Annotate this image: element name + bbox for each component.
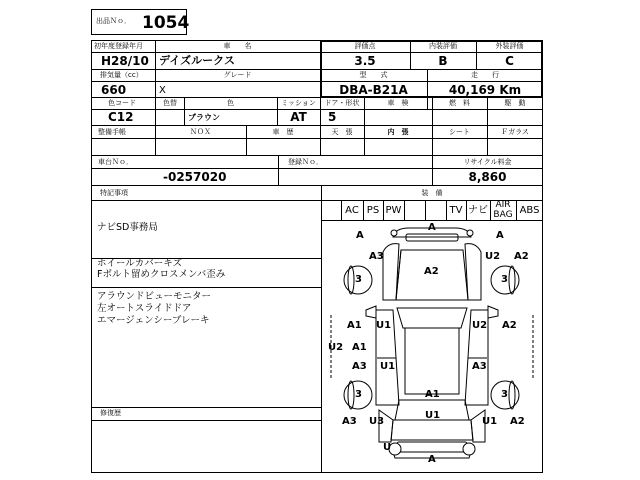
note-line: ホイールカバーキズ: [97, 258, 183, 269]
inspection-label: 車 検: [387, 99, 409, 107]
damage-hood: A2: [424, 266, 439, 277]
damage-wheel-fr: 3: [501, 274, 508, 285]
f-glass-label: Ｆガラス: [501, 128, 529, 136]
nox-label: ＮＯＸ: [190, 128, 211, 136]
interior-score-label: 内装評価: [429, 42, 457, 50]
damage-wheel-rl: 3: [355, 389, 362, 400]
first-reg-label: 初年度登録年月: [94, 42, 143, 50]
chassis-label: 車台Ｎｏ．: [98, 158, 133, 166]
recycle-value: 8,860: [468, 170, 507, 184]
repair-divider: [91, 420, 321, 421]
transmission-value: AT: [290, 110, 307, 124]
damage-front-left: A: [356, 230, 364, 241]
equip-tv: TV: [449, 205, 463, 216]
equip-abs: ABS: [519, 205, 540, 216]
color-code-value: C12: [108, 110, 134, 124]
rear-gate-outline: [391, 420, 473, 440]
equip-ps: PS: [366, 205, 380, 216]
col-divider: [278, 155, 279, 185]
note-line: Fボルト留めクロスメンバ歪み: [97, 269, 226, 280]
damage-rear-u: U: [383, 442, 392, 453]
mileage-label: 走 行: [471, 71, 499, 79]
damage-rl-u3: U3: [369, 416, 385, 427]
reg-no-label: 登録Ｎｏ．: [288, 158, 323, 166]
seat-label: シート: [449, 128, 470, 136]
mileage-value: 40,169 Km: [448, 83, 522, 97]
windshield-outline: [397, 308, 467, 328]
damage-wheel-fl: 3: [355, 274, 362, 285]
interior-score-value: B: [438, 54, 448, 68]
damage-rear-a: A: [428, 454, 436, 465]
doors-value: 5: [328, 110, 337, 124]
damage-left-a3: A3: [352, 361, 367, 372]
color-value: ブラウン: [188, 113, 220, 122]
model-type-value: DBA-B21A: [339, 83, 408, 97]
model-type-label: 型 式: [359, 71, 388, 79]
transmission-label: ミッション: [281, 99, 316, 107]
damage-fr-u2: U2: [485, 251, 501, 262]
exterior-score-value: C: [505, 54, 514, 68]
equip-ac: AC: [345, 205, 359, 216]
left-mirror: [366, 306, 376, 318]
equip-navi: ナビ: [468, 205, 488, 216]
damage-right-a3: A3: [472, 361, 487, 372]
grade-label: グレード: [223, 71, 252, 79]
col-divider: [155, 97, 156, 125]
equip-divider: [404, 200, 405, 220]
damage-fr-a2: A2: [514, 251, 529, 262]
chassis-value: -0257020: [163, 170, 227, 184]
damage-fl-a3: A3: [369, 251, 384, 262]
fuel-label: 燃 料: [449, 99, 470, 107]
wheel-spare-right: [463, 443, 475, 455]
row-divider: [91, 138, 543, 139]
door-shape-label: ドア・形状: [324, 99, 360, 107]
repair-divider: [91, 407, 321, 408]
note-line: 左オートスライドドア: [97, 303, 192, 314]
damage-front-center: A: [428, 222, 436, 233]
color-type-label: 色替: [163, 99, 177, 107]
rear-bumper-outline: [397, 442, 467, 452]
first-reg-value: H28/10: [101, 54, 149, 68]
row-divider: [91, 168, 543, 169]
color-code-label: 色コード: [108, 99, 136, 107]
drive-label: 駆 動: [504, 99, 526, 107]
damage-right-u2: U2: [472, 320, 488, 331]
front-left-fender: [383, 244, 399, 300]
damage-wheel-rr: 3: [501, 389, 508, 400]
row-divider: [91, 200, 543, 201]
front-right-fender: [465, 244, 481, 300]
equip-airbag-line2: BAG: [493, 210, 513, 220]
right-mirror: [488, 306, 498, 318]
lot-label: 出品Ｎｏ．: [96, 17, 131, 25]
row-divider: [91, 155, 543, 156]
equipment-label: 装 備: [421, 189, 443, 197]
damage-rr-a2: A2: [510, 416, 525, 427]
damage-left-u1b: U1: [380, 361, 396, 372]
car-name-label: 車 名: [223, 42, 252, 50]
notes-label: 特記事項: [100, 189, 128, 197]
car-name-value: デイズルークス: [159, 54, 236, 67]
recycle-label: リサイクル料金: [463, 158, 512, 166]
note-line: エマージェンシーブレーキ: [97, 315, 210, 326]
damage-rl-a3: A3: [342, 416, 357, 427]
equip-airbag: [490, 200, 516, 220]
interior-trim-label: 内 張: [387, 128, 409, 136]
exterior-score-label: 外装評価: [495, 42, 524, 50]
equip-pw: PW: [385, 205, 402, 216]
lot-number: 1054: [142, 13, 190, 33]
grade-value: X: [159, 85, 166, 96]
notes-divider: [91, 287, 321, 288]
row-divider: [91, 125, 543, 126]
damage-front-right: A: [496, 230, 504, 241]
lamp-front-right: [467, 230, 473, 236]
damage-right-a2: A2: [502, 320, 517, 331]
score-value: 3.5: [354, 54, 376, 68]
lamp-front-left: [391, 230, 397, 236]
damage-left-a1: A1: [347, 320, 362, 331]
roof-outline: [405, 328, 459, 394]
note-line: ナビSD事務局: [97, 222, 158, 233]
row-divider: [91, 185, 543, 186]
repair-label: 修復歴: [100, 409, 121, 417]
displacement-label: 排気量（cc）: [100, 71, 143, 79]
damage-rr-u1: U1: [482, 416, 498, 427]
score-label: 評価点: [354, 42, 376, 50]
damage-left-a1b: A1: [352, 342, 367, 353]
maintenance-label: 整備手帳: [98, 128, 126, 136]
damage-trunk-u1: U1: [425, 410, 441, 421]
lot-number-box: [91, 9, 190, 35]
equip-airbag-line1: AIR: [495, 200, 511, 210]
roof-label: 天 張: [331, 128, 353, 136]
displacement-value: 660: [101, 83, 127, 97]
history-label: 車 歴: [272, 128, 294, 136]
damage-left-u1: U1: [376, 320, 392, 331]
note-line: アラウンドビューモニター: [97, 291, 212, 302]
color-label: 色: [227, 99, 234, 107]
damage-left-u2: U2: [328, 342, 344, 353]
equip-divider: [425, 200, 426, 220]
damage-roof-a1: A1: [425, 389, 440, 400]
